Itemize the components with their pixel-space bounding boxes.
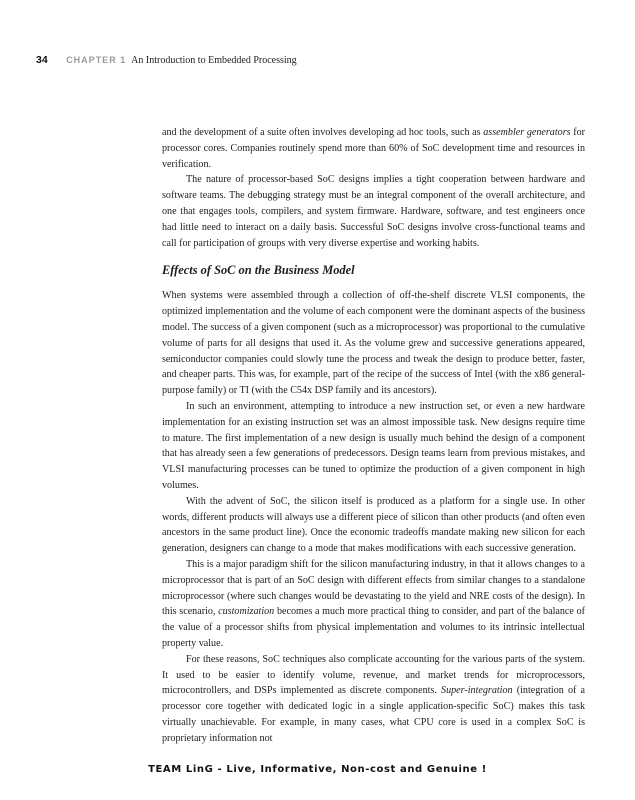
text-run: In such an environment, attempting to introduce a new instruction set, or even a new hardware implementation for an existing instruction set was an almost impossible task. New designs require time to mature. The first implementation of a new design is usually much behind the design of a component that has already seen a few generations of predecessors. Design teams learn from previous mistakes, and VLSI manufacturing processes can be tuned to optimize the production of a given component in high volumes.	[162, 400, 585, 491]
page-number: 34	[36, 54, 48, 66]
body-text	[162, 125, 585, 746]
paragraph	[162, 125, 585, 172]
paragraph	[162, 557, 585, 652]
text-run: When systems were assembled through a collection of off-the-shelf discrete VLSI components, the optimized implementation and the volume of each component were the dominant aspects of the business model. The success of a given component (such as a microprocessor) was proportional to the cumulative volume of parts for all designs that used it. As the volume grew and successive generations appeared, semiconductor companies could slowly tune the process and tweak the design to produce better, faster, and cheaper parts. This was, for example, part of the recipe of the success of Intel (with the x86 general-purpose family) or TI (with the C54x DSP family and its ancestors).	[162, 290, 585, 397]
italic-term: customization	[218, 606, 275, 618]
paragraph	[162, 399, 585, 494]
paragraph	[162, 494, 585, 557]
text-run: This is a major paradigm shift for the silicon manufacturing industry, in that it allows changes to a microprocessor that is part of an SoC design with different effects from similar changes to a standalone microprocessor (where such changes would be devastating to the yield and NRE costs of the design). In this scenario,	[162, 558, 585, 618]
chapter-title: An Introduction to Embedded Processing	[131, 55, 297, 66]
intro-paragraphs	[162, 125, 585, 251]
paragraph	[162, 288, 585, 399]
section-heading: Effects of SoC on the Business Model	[162, 263, 355, 278]
text-run: for processor cores. Companies routinely spend more than 60% of SoC development time and resources in verification.	[162, 127, 586, 170]
text-run: For these reasons, SoC techniques also complicate accounting for the various parts of the system. It used to be easier to identify volume, revenue, and market trends for microprocessors, microcontrollers, and DSPs implemented as discrete components.	[162, 653, 585, 697]
text-run: becomes a much more practical thing to consider, and part of the balance of the value of a processor shifts from physical implementation and volumes to its intrinsic intellectual property value.	[162, 606, 585, 649]
text-run: (integration of a processor core together with dedicated logic in a single application-specific SoC) makes this task virtually unachievable. For example, in many cases, what CPU core is used in a complex SoC is proprietary information not	[162, 685, 585, 744]
text-run: and the development of a suite often involves developing ad hoc tools, such as	[162, 127, 484, 138]
italic-term: Super-integration	[441, 685, 513, 697]
italic-term: assembler generators	[483, 127, 571, 138]
section-paragraphs	[162, 288, 585, 746]
text-run: The nature of processor-based SoC designs implies a tight cooperation between hardware and software teams. The debugging strategy must be an integral component of the overall architecture, and one that engages tools, compilers, and system firmware. Hardware, software, and test engineers once had little need to interact on a daily basis. Successful SoC designs involve cross-functional teams and call for participation of groups with very diverse expertise and working habits.	[162, 174, 585, 249]
paragraph	[162, 652, 585, 747]
chapter-label: CHAPTER 1	[66, 55, 127, 65]
running-head	[36, 54, 297, 66]
footer-banner: TEAM LinG - Live, Informative, Non-cost and Genuine !	[148, 764, 487, 775]
text-run: With the advent of SoC, the silicon itself is produced as a platform for a single use. In other words, different products will always use a different piece of silicon than other products (and often even ancestors in the same product line). Once the economic tradeoffs mandate making new silicon for each generation, designers can change to a mode that makes modifications with each successive generation.	[162, 495, 585, 555]
paragraph	[162, 172, 585, 251]
